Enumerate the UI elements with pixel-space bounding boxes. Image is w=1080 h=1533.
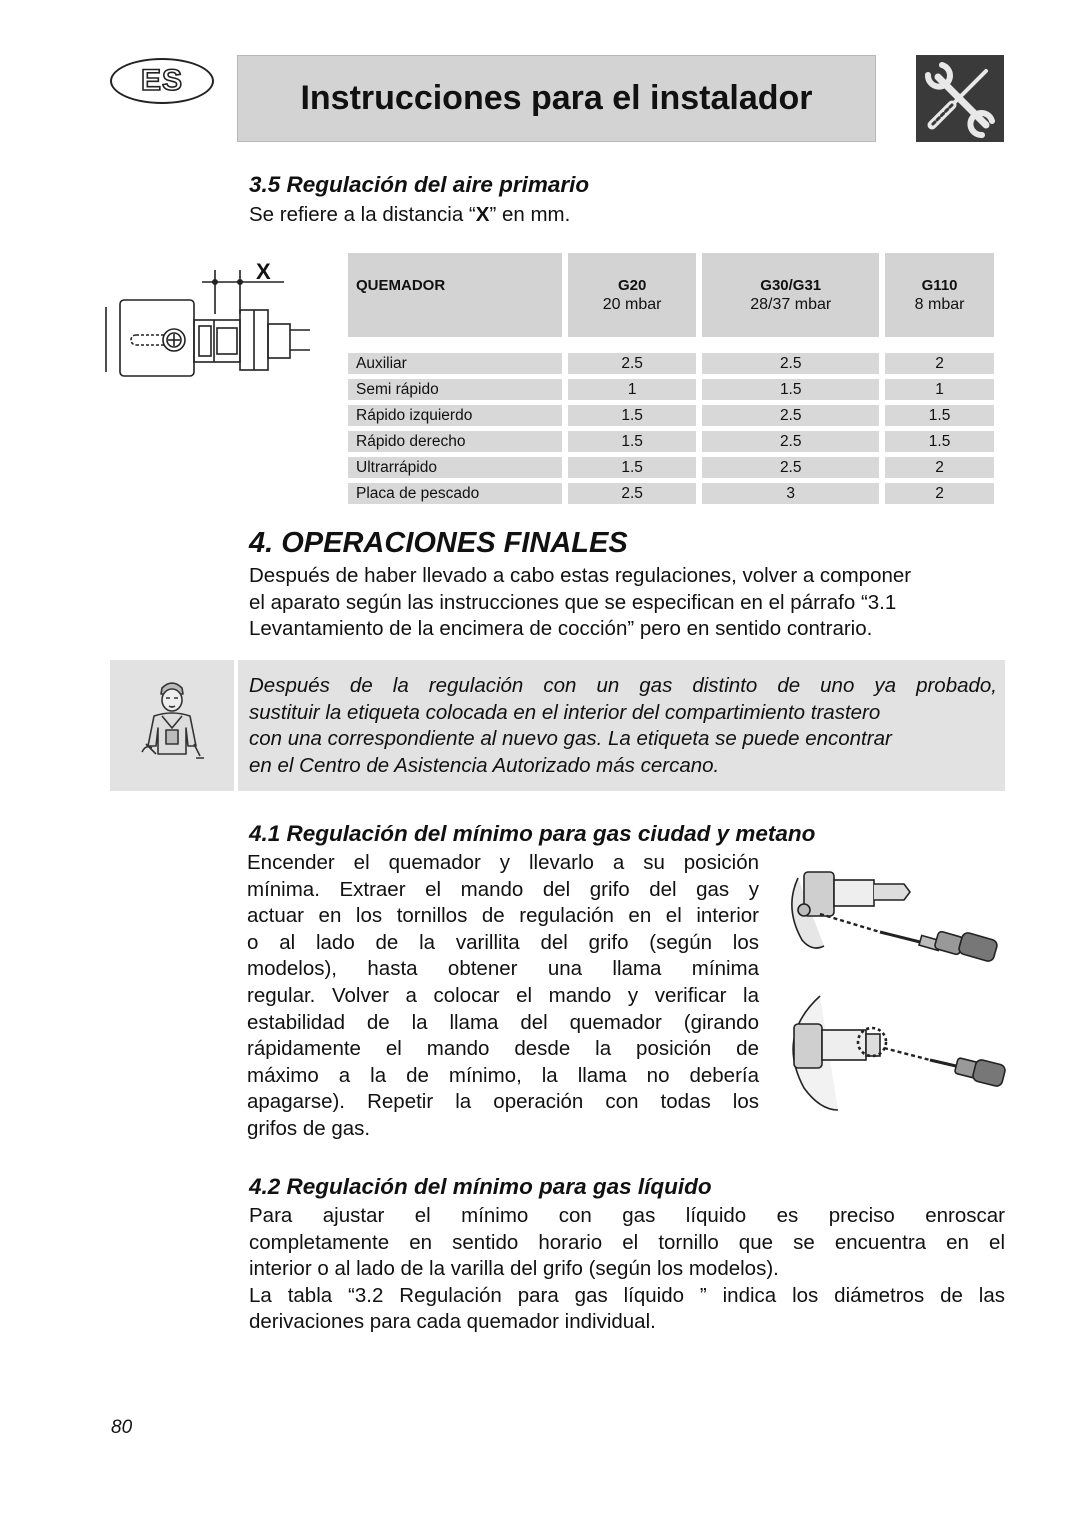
column-header-g30-g31: G30/G31 28/37 mbar	[702, 253, 879, 337]
table-cell: Ultrarrápido	[348, 457, 562, 478]
text-line: mínima. Extraer el mando del grifo del gas y	[247, 877, 759, 901]
diagram-x-label: X	[256, 262, 271, 284]
table-cell: 1.5	[702, 379, 879, 400]
text-line: actuar en los tornillos de regulación en el interior	[247, 904, 759, 928]
table-cell: 1.5	[568, 405, 696, 426]
table-cell: Placa de pescado	[348, 483, 562, 504]
primary-air-table	[342, 248, 1000, 509]
section-4-paragraph	[249, 563, 1005, 643]
table-row	[348, 379, 994, 400]
table-cell: 3	[702, 483, 879, 504]
table-cell: 2.5	[702, 431, 879, 452]
page-number: 80	[111, 1417, 133, 1438]
text-line: modelos), hasta obtener una llama mínima	[247, 957, 759, 981]
text-line: Encender el quemador y llevarlo a su posición	[247, 851, 759, 874]
table-cell: 2.5	[702, 353, 879, 374]
text-line: completamente en sentido horario el tornillo que se encuentra en el	[249, 1230, 1005, 1254]
text-line: La tabla “3.2 Regulación para gas líquido ” indica los diámetros de las	[249, 1283, 1005, 1307]
text-line: el aparato según las instrucciones que se especifican en el párrafo “3.1	[249, 590, 897, 614]
section-4-2-title: 4.2 Regulación del mínimo para gas líquido	[249, 1174, 712, 1199]
table-cell: 1.5	[568, 431, 696, 452]
text-line: interior o al lado de la varilla del grifo (según los modelos).	[249, 1257, 779, 1281]
note-text	[249, 673, 997, 779]
table-cell: 1.5	[885, 405, 994, 426]
column-header-burner: QUEMADOR	[348, 253, 562, 337]
table-cell: Rápido derecho	[348, 431, 562, 452]
text-line: Levantamiento de la encimera de cocción” pero en sentido contrario.	[249, 617, 873, 641]
note-icon-panel	[110, 660, 234, 791]
text-line: estabilidad de la llama del quemador (girando	[247, 1010, 759, 1034]
text-line: Para ajustar el mínimo con gas líquido es preciso enroscar	[249, 1204, 1005, 1227]
text-line: con una correspondiente al nuevo gas. La etiqueta se puede encontrar	[249, 727, 892, 751]
text-line: apagarse). Repetir la operación con todas los	[247, 1090, 759, 1114]
table-cell: 2	[885, 483, 994, 504]
page-title: Instrucciones para el instalador	[300, 79, 813, 117]
table-cell: 2.5	[702, 457, 879, 478]
tap-adjustment-illustration-2	[780, 990, 1006, 1115]
header-bar	[237, 55, 876, 142]
table-cell: 1	[885, 379, 994, 400]
table-cell: 2	[885, 457, 994, 478]
text-line: derivaciones para cada quemador individual.	[249, 1310, 656, 1334]
table-cell: 2	[885, 353, 994, 374]
section-3-5-description: Se refiere a la distancia “X” en mm.	[249, 203, 571, 226]
section-3-5-title: 3.5 Regulación del aire primario	[249, 172, 590, 197]
text-line: regular. Volver a colocar el mando y verificar la	[247, 983, 759, 1007]
table-cell: Semi rápido	[348, 379, 562, 400]
burner-distance-diagram	[104, 262, 314, 382]
column-header-g110: G110 8 mbar	[885, 253, 994, 337]
screwdriver-wrench-icon	[916, 55, 1004, 142]
table-header-row	[348, 253, 994, 337]
text-line: máximo a la de mínimo, la llama no debería	[247, 1063, 759, 1087]
table-cell: Rápido izquierdo	[348, 405, 562, 426]
technician-icon	[110, 660, 234, 791]
table-cell: 2.5	[568, 353, 696, 374]
text-line: o al lado de la varillita del grifo (según los	[247, 930, 759, 954]
section-4-title: 4. OPERACIONES FINALES	[249, 527, 628, 559]
table-cell: 1.5	[885, 431, 994, 452]
table-row	[348, 405, 994, 426]
table-cell: 2.5	[702, 405, 879, 426]
section-4-1-title: 4.1 Regulación del mínimo para gas ciudad y metano	[249, 821, 816, 846]
text-line: Después de la regulación con un gas distinto de uno ya probado,	[249, 674, 997, 697]
text-line: Después de haber llevado a cabo estas regulaciones, volver a componer	[249, 564, 912, 587]
column-header-g20: G20 20 mbar	[568, 253, 696, 337]
table-cell: 1.5	[568, 457, 696, 478]
text-line: en el Centro de Asistencia Autorizado más cercano.	[249, 753, 720, 777]
table-row	[348, 431, 994, 452]
table-row	[348, 457, 994, 478]
text-line: grifos de gas.	[247, 1116, 371, 1140]
table-row	[348, 353, 994, 374]
section-4-1-paragraph	[247, 850, 759, 1143]
text-line: sustituir la etiqueta colocada en el interior del compartimiento trastero	[249, 700, 881, 724]
language-badge: ES	[110, 58, 214, 104]
text-line: rápidamente el mando desde la posición de	[247, 1037, 759, 1061]
table-cell: Auxiliar	[348, 353, 562, 374]
table-row	[348, 483, 994, 504]
section-4-2-paragraph	[249, 1203, 1005, 1336]
table-cell: 2.5	[568, 483, 696, 504]
table-cell: 1	[568, 379, 696, 400]
tap-adjustment-illustration-1	[780, 858, 1006, 968]
